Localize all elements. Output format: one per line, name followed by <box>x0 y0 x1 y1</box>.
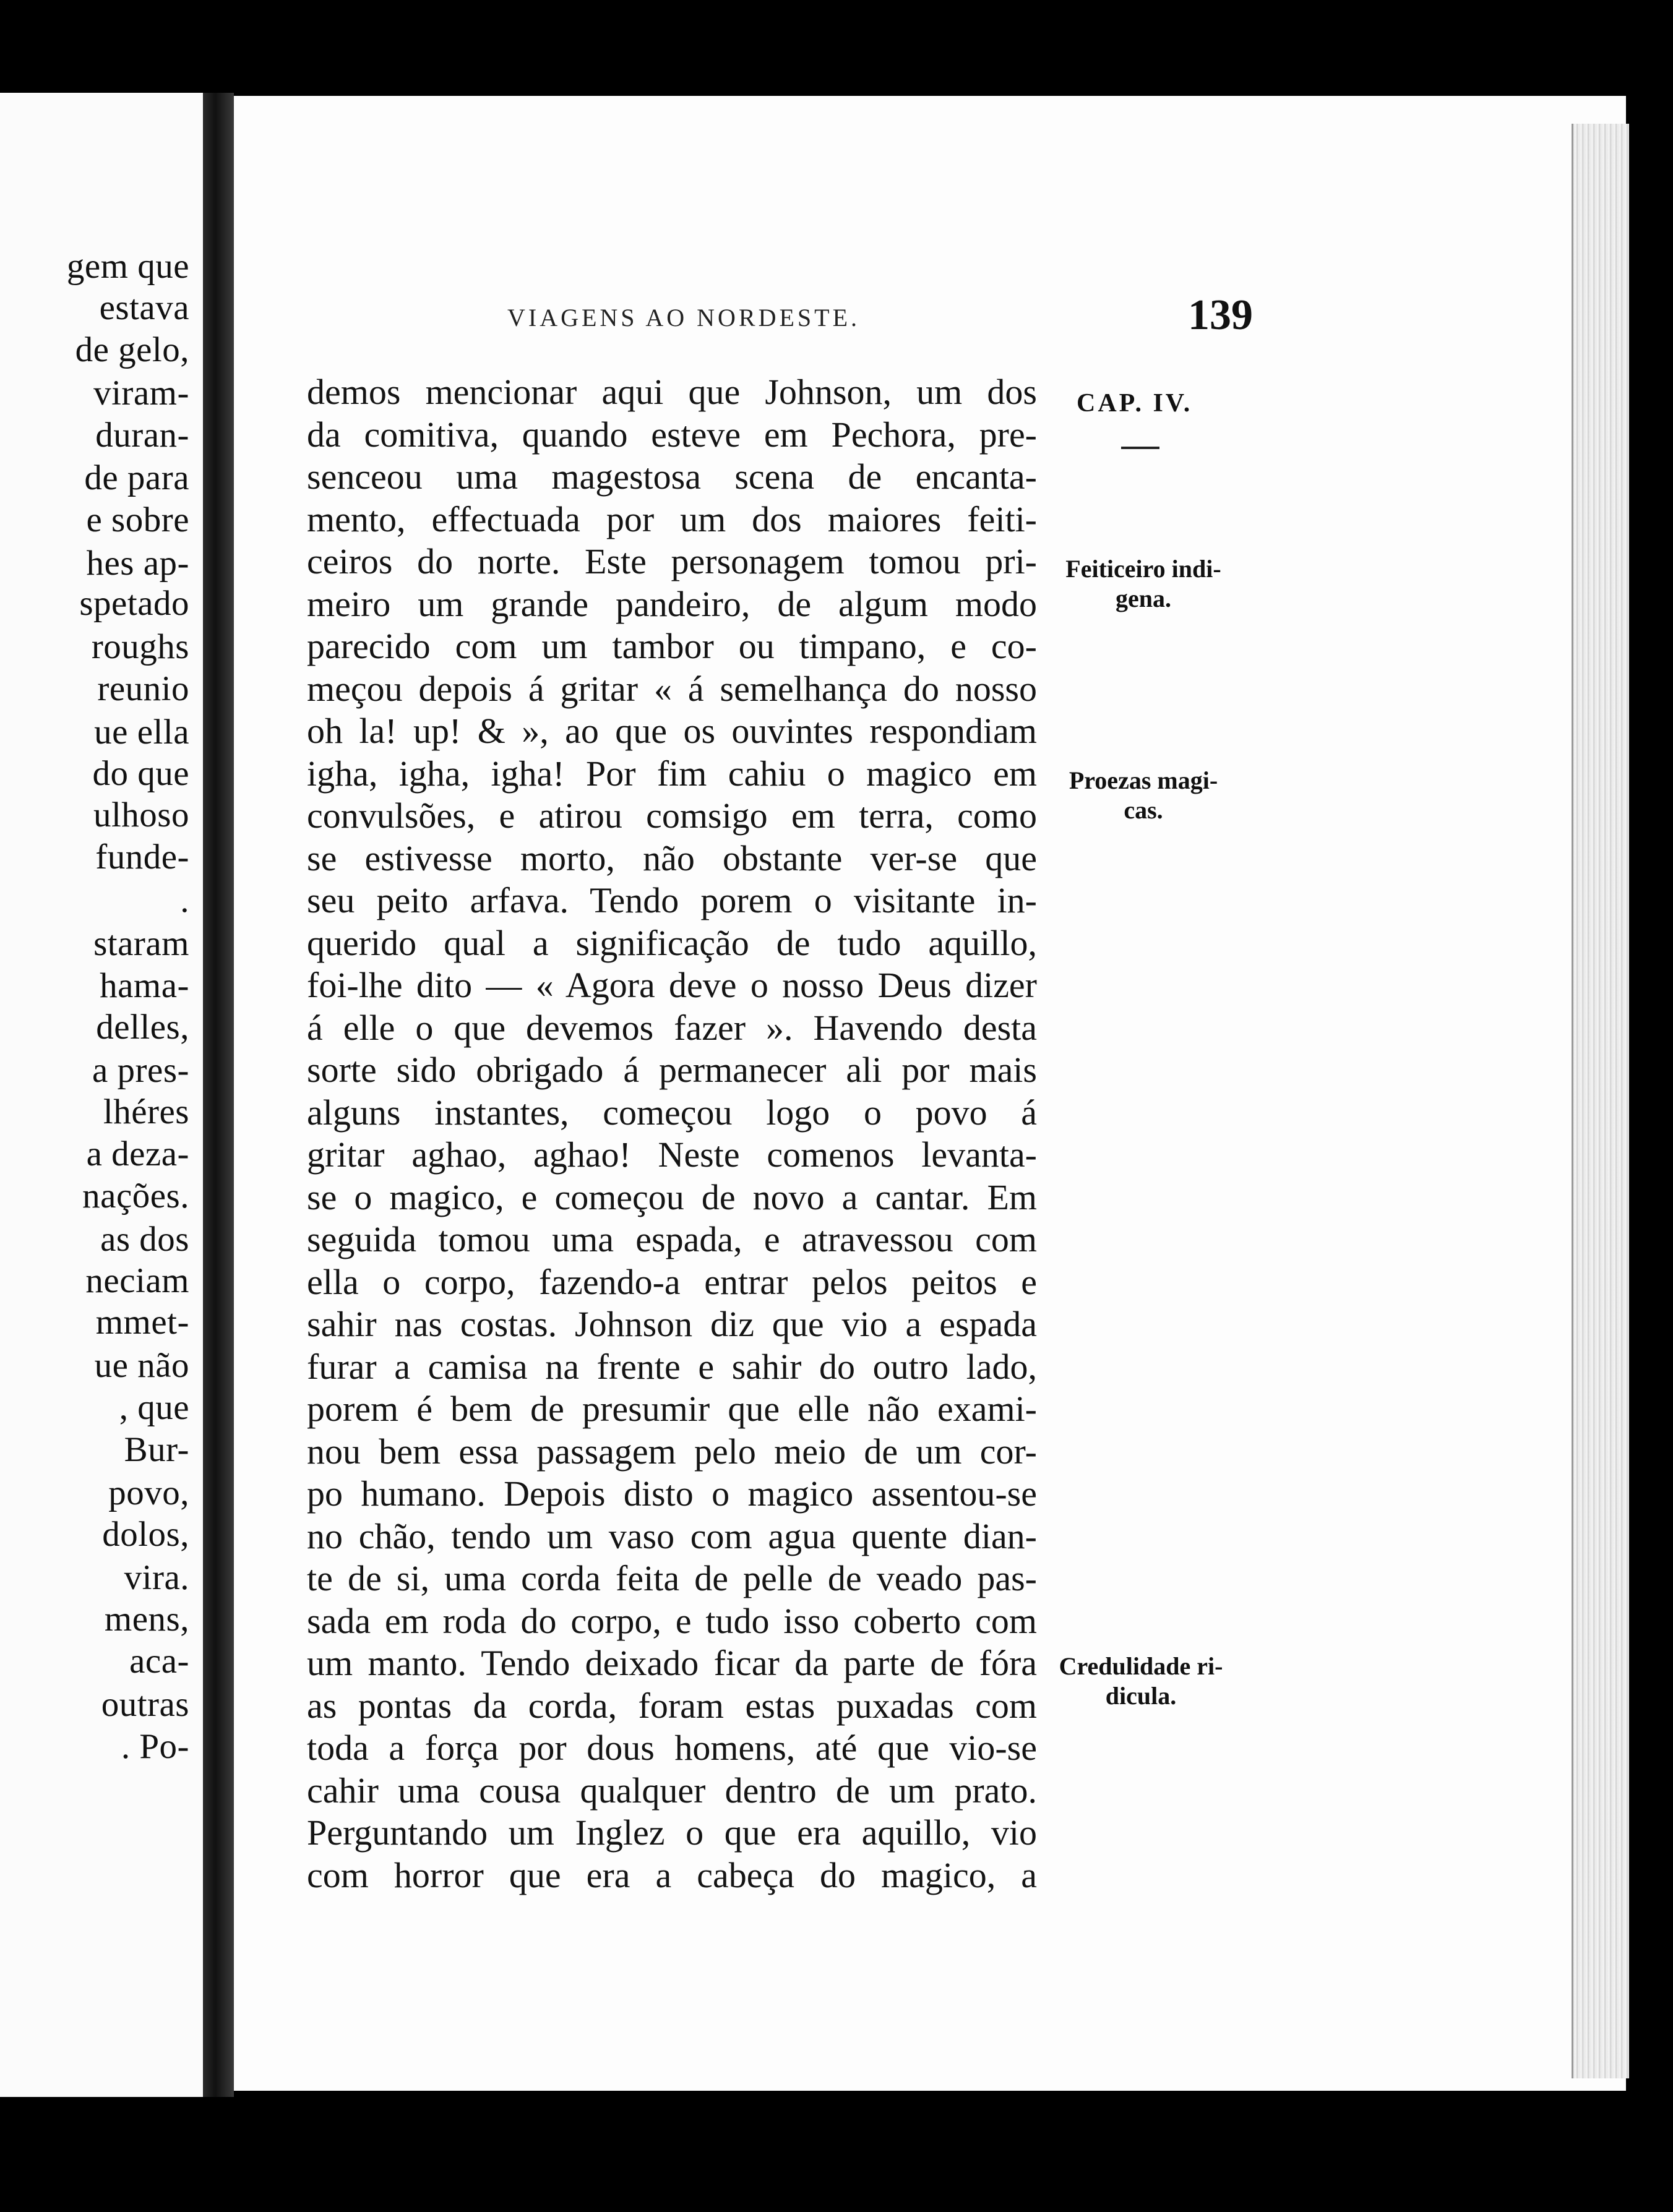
margin-note-feiticeiro <box>1051 554 1236 614</box>
body-line: furar a camisa na frente e sahir do outro lado, <box>307 1346 1037 1387</box>
left-page-fragment: staram <box>93 924 189 963</box>
page-number: 139 <box>1188 291 1253 339</box>
body-line: foi-lhe dito — « Agora deve o nosso Deus dizer <box>307 965 1037 1005</box>
body-text <box>307 371 1037 1897</box>
left-page-fragment: hama- <box>100 966 189 1005</box>
left-page-fragment: de para <box>84 458 189 497</box>
body-line: parecido com um tambor ou timpano, e co- <box>307 626 1037 666</box>
left-page-fragment: delles, <box>96 1008 189 1047</box>
left-page-fragment: de gelo, <box>75 330 189 369</box>
left-page-fragment: hes ap- <box>86 544 189 583</box>
left-page-fragment: estava <box>99 288 189 327</box>
body-line: mento, effectuada por um dos maiores feiti- <box>307 499 1037 539</box>
margin-note-line: Feiticeiro indi- <box>1065 555 1221 583</box>
body-line: meçou depois á gritar « á semelhança do nosso <box>307 668 1037 709</box>
left-page-fragment: outras <box>101 1685 189 1724</box>
margin-note-line: cas. <box>1124 796 1163 824</box>
body-line: Perguntando um Inglez o que era aquillo, vio <box>307 1812 1037 1853</box>
margin-note-line: dicula. <box>1105 1682 1177 1710</box>
body-line: com horror que era a cabeça do magico, a <box>307 1854 1037 1895</box>
left-page-fragment: nações. <box>82 1177 189 1215</box>
running-head: VIAGENS AO NORDESTE. <box>507 304 860 332</box>
left-page-fragment: a deza- <box>86 1134 189 1173</box>
left-page-fragment: duran- <box>95 416 189 455</box>
left-page-fragment: aca- <box>129 1642 189 1681</box>
body-line: da comitiva, quando esteve em Pechora, pre- <box>307 414 1037 455</box>
left-page-fragment: funde- <box>95 838 189 877</box>
left-page-fragment: lhéres <box>103 1092 189 1131</box>
left-page-fragment: . Po- <box>121 1727 189 1766</box>
left-page-fragment: , que <box>119 1388 189 1427</box>
book-gutter <box>203 93 234 2097</box>
body-line: á elle o que devemos fazer ». Havendo desta <box>307 1007 1037 1048</box>
body-line: no chão, tendo um vaso com agua quente dian- <box>307 1515 1037 1556</box>
margin-note-credulidade <box>1042 1652 1240 1711</box>
left-page-fragment: ue ella <box>94 713 189 752</box>
left-page-fragment: e sobre <box>86 500 189 539</box>
margin-note-line: Credulidade ri- <box>1059 1652 1223 1680</box>
chapter-dash <box>1121 447 1159 449</box>
left-page-fragment: mmet- <box>95 1303 189 1342</box>
left-page-fragment: reunio <box>97 669 189 708</box>
body-line: toda a força por dous homens, até que vio-se <box>307 1728 1037 1768</box>
margin-note-proezas <box>1051 766 1236 825</box>
left-page-fragment: neciam <box>85 1261 189 1300</box>
body-line: senceou uma magestosa scena de encanta- <box>307 457 1037 497</box>
body-line: po humano. Depois disto o magico assentou-se <box>307 1473 1037 1514</box>
left-page-fragment: ue não <box>94 1346 189 1385</box>
body-line: sada em roda do corpo, e tudo isso coberto com <box>307 1600 1037 1641</box>
left-page-fragment: vira. <box>124 1558 189 1597</box>
left-page-fragment: Bur- <box>124 1430 189 1469</box>
left-page-fragment: spetado <box>79 584 189 623</box>
left-facing-page <box>0 93 203 2097</box>
body-line: meiro um grande pandeiro, de algum modo <box>307 583 1037 624</box>
left-page-fragment: do que <box>92 754 189 793</box>
left-page-fragment: a pres- <box>92 1051 189 1090</box>
left-page-fragment: . <box>180 881 189 920</box>
left-page-fragment: gem que <box>66 247 189 286</box>
body-line: um manto. Tendo deixado ficar da parte de fóra <box>307 1643 1037 1683</box>
body-line: te de si, uma corda feita de pelle de veado pas- <box>307 1558 1037 1598</box>
left-page-fragment: roughs <box>91 627 189 666</box>
body-line: querido qual a significação de tudo aquillo, <box>307 922 1037 963</box>
body-line: sorte sido obrigado á permanecer ali por mais <box>307 1050 1037 1090</box>
body-line: oh la! up! & », ao que os ouvintes respondiam <box>307 711 1037 751</box>
body-line: se estivesse morto, não obstante ver-se que <box>307 838 1037 878</box>
body-line: alguns instantes, começou logo o povo á <box>307 1092 1037 1133</box>
body-line: sahir nas costas. Johnson diz que vio a espada <box>307 1304 1037 1344</box>
body-line: porem é bem de presumir que elle não exami- <box>307 1389 1037 1429</box>
body-line: nou bem essa passagem pelo meio de um cor- <box>307 1431 1037 1472</box>
body-line: ella o corpo, fazendo-a entrar pelos peitos e <box>307 1261 1037 1302</box>
left-page-fragment: as dos <box>100 1220 189 1259</box>
body-line: convulsões, e atirou comsigo em terra, como <box>307 795 1037 836</box>
margin-note-line: Proezas magi- <box>1069 766 1218 794</box>
left-page-fragment: viram- <box>93 374 189 413</box>
body-line: igha, igha, igha! Por fim cahiu o magico em <box>307 753 1037 794</box>
left-page-fragment: povo, <box>108 1473 189 1512</box>
body-line: seu peito arfava. Tendo porem o visitante in- <box>307 880 1037 920</box>
body-line: as pontas da corda, foram estas puxadas com <box>307 1685 1037 1726</box>
left-page-fragment: ulhoso <box>93 795 189 834</box>
page-edges <box>1572 124 1629 2078</box>
body-line: ceiros do norte. Este personagem tomou pri- <box>307 541 1037 581</box>
chapter-marker: CAP. IV. <box>1077 389 1193 418</box>
left-page-fragment: mens, <box>104 1600 189 1639</box>
body-line: gritar aghao, aghao! Neste comenos levanta- <box>307 1134 1037 1175</box>
body-line: se o magico, e começou de novo a cantar. Em <box>307 1177 1037 1217</box>
body-line: seguida tomou uma espada, e atravessou com <box>307 1219 1037 1259</box>
body-line: cahir uma cousa qualquer dentro de um prato. <box>307 1770 1037 1811</box>
left-page-fragment: dolos, <box>102 1515 189 1554</box>
body-line: demos mencionar aqui que Johnson, um dos <box>307 372 1037 412</box>
margin-note-line: gena. <box>1116 585 1171 612</box>
